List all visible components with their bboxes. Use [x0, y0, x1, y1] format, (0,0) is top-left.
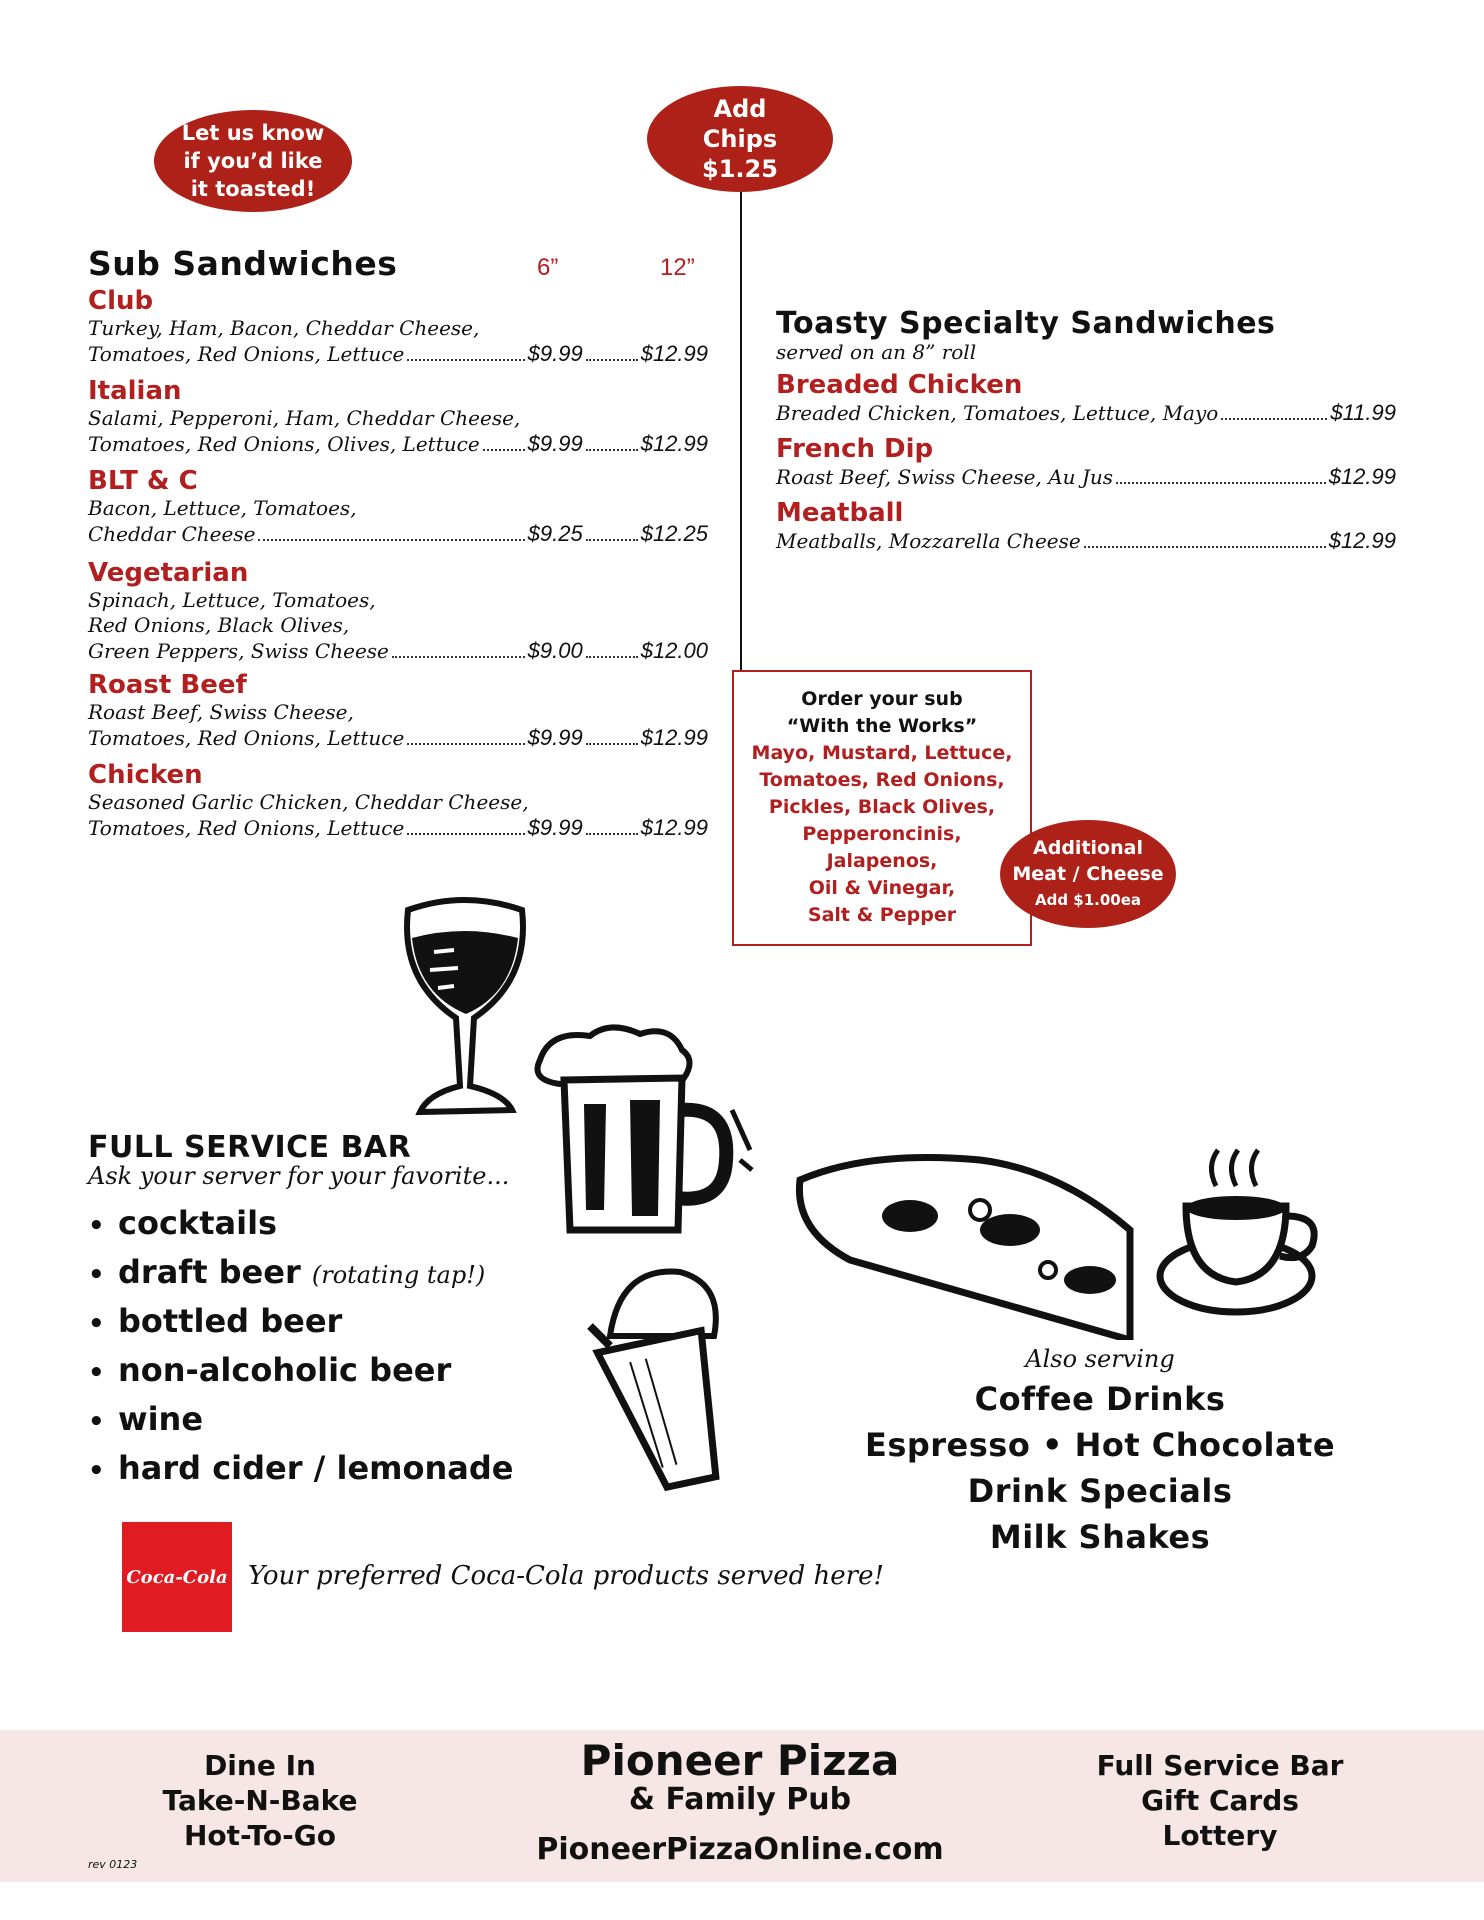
footer-left-item: Take-N-Bake	[162, 1784, 358, 1817]
coca-cola-logo-text: Coca-Cola	[126, 1566, 228, 1588]
subs-title: Sub Sandwiches	[88, 244, 398, 283]
cocktail-shaker-icon	[580, 1256, 750, 1496]
footer-right-item: Gift Cards	[1141, 1784, 1299, 1817]
sub-desc-line: Tomatoes, Red Onions, Olives, Lettuce	[88, 432, 480, 456]
sub-price-6: $9.99	[527, 341, 583, 366]
sub-item-blt	[88, 466, 708, 547]
works-item: Mayo, Mustard, Lettuce,	[751, 742, 1013, 764]
works-item: Pepperoncinis,	[802, 823, 962, 845]
sub-desc-line: Green Peppers, Swiss Cheese	[88, 639, 389, 663]
coca-cola-logo	[122, 1522, 232, 1632]
toasty-item-meatball	[776, 498, 1396, 554]
brand-subtitle: & Family Pub	[628, 1782, 852, 1817]
works-line-1: Order your sub	[801, 688, 963, 710]
sub-item-club	[88, 286, 708, 367]
sub-name: Roast Beef	[88, 670, 247, 700]
bar-item: • draft beer (rotating tap!)	[88, 1253, 486, 1291]
size-12-label: 12”	[660, 254, 695, 281]
toasty-item-french-dip	[776, 434, 1396, 490]
sub-price-12: $12.99	[640, 341, 708, 366]
additional-line-3: Add $1.00ea	[1034, 891, 1142, 909]
sub-desc-line: Turkey, Ham, Bacon, Cheddar Cheese,	[88, 316, 480, 340]
sub-desc-line: Red Onions, Black Olives,	[88, 613, 350, 637]
sub-name: Chicken	[88, 760, 203, 790]
sub-name: Vegetarian	[88, 558, 249, 588]
coke-tagline: Your preferred Coca-Cola products served here!	[248, 1561, 884, 1591]
also-intro: Also serving	[1025, 1345, 1175, 1373]
works-item: Pickles, Black Olives,	[768, 796, 996, 818]
toasty-name: Breaded Chicken	[776, 370, 1023, 400]
footer	[0, 1730, 1484, 1882]
sub-name: Club	[88, 286, 154, 316]
toasty-desc: Breaded Chicken, Tomatoes, Lettuce, Mayo	[776, 401, 1219, 425]
sub-price-12: $12.99	[640, 431, 708, 456]
works-line-2: “With the Works”	[786, 715, 978, 737]
toasty-name: Meatball	[776, 498, 904, 528]
sub-desc-line: Spinach, Lettuce, Tomatoes,	[88, 588, 376, 612]
sub-item-chicken	[88, 760, 708, 841]
sub-desc-line: Seasoned Garlic Chicken, Cheddar Cheese,	[88, 790, 529, 814]
footer-right	[1040, 1748, 1400, 1853]
also-serving	[800, 1342, 1400, 1560]
toasty-name: French Dip	[776, 434, 934, 464]
sub-item-roast-beef	[88, 670, 708, 751]
also-item: Drink Specials	[967, 1472, 1233, 1510]
toasty-desc: Roast Beef, Swiss Cheese, Au Jus	[776, 465, 1114, 489]
additional-bubble	[1000, 820, 1176, 928]
sub-desc-line: Salami, Pepperoni, Ham, Cheddar Cheese,	[88, 406, 521, 430]
website-link[interactable]: PioneerPizzaOnline.com	[536, 1832, 944, 1867]
toasty-price: $12.99	[1328, 464, 1396, 489]
sub-item-vegetarian	[88, 558, 708, 664]
also-item: Milk Shakes	[989, 1518, 1211, 1556]
bar-item: • wine	[88, 1400, 204, 1438]
sub-price-6: $9.00	[527, 638, 583, 663]
footer-center	[440, 1738, 1040, 1870]
bar-item: • cocktails	[88, 1204, 278, 1242]
revision-label: rev 0123	[88, 1858, 138, 1871]
wine-glass-icon	[394, 890, 534, 1126]
bar-item: • hard cider / lemonade	[88, 1449, 514, 1487]
bar-title: FULL SERVICE BAR	[88, 1130, 412, 1165]
toasted-line-1: Let us know	[181, 121, 325, 145]
toasty-item-breaded-chicken	[776, 370, 1396, 426]
bar-item-note: (rotating tap!)	[311, 1261, 486, 1289]
sub-price-12: $12.99	[640, 815, 708, 840]
sub-price-12: $12.99	[640, 725, 708, 750]
sub-price-6: $9.25	[527, 521, 583, 546]
sub-item-italian	[88, 376, 708, 457]
toasty-subtitle: served on an 8” roll	[776, 340, 977, 364]
toasty-price: $12.99	[1328, 528, 1396, 553]
toasted-line-2: if you’d like	[183, 149, 323, 173]
sub-desc-line: Tomatoes, Red Onions, Lettuce	[88, 816, 405, 840]
chips-bubble	[647, 86, 833, 192]
toasty-price: $11.99	[1330, 400, 1396, 425]
sub-name: BLT & C	[88, 466, 198, 496]
chips-line-1: Add	[713, 95, 767, 123]
pizza-slice-icon	[790, 1150, 1150, 1340]
toasty-desc: Meatballs, Mozzarella Cheese	[776, 529, 1081, 553]
sub-price-6: $9.99	[527, 815, 583, 840]
chips-line-2: Chips	[702, 125, 778, 153]
sub-price-12: $12.25	[640, 521, 708, 546]
toasty-title: Toasty Specialty Sandwiches	[776, 306, 1276, 341]
toasted-bubble	[154, 110, 352, 212]
footer-left	[120, 1748, 400, 1853]
sub-name: Italian	[88, 376, 182, 406]
footer-left-item: Hot-To-Go	[183, 1819, 337, 1852]
works-item: Jalapenos,	[826, 850, 938, 872]
footer-right-item: Lottery	[1162, 1819, 1278, 1852]
bar-subtitle: Ask your server for your favorite...	[88, 1162, 510, 1190]
additional-line-1: Additional	[1033, 837, 1143, 859]
coffee-cup-icon	[1146, 1136, 1326, 1326]
works-item: Tomatoes, Red Onions,	[759, 769, 1005, 791]
size-6-label: 6”	[537, 254, 559, 281]
bar-item: • bottled beer	[88, 1302, 343, 1340]
footer-right-item: Full Service Bar	[1096, 1749, 1344, 1782]
additional-line-2: Meat / Cheese	[1012, 863, 1164, 885]
works-item: Oil & Vinegar,	[808, 877, 956, 899]
chips-line-3: $1.25	[702, 155, 778, 183]
works-item: Salt & Pepper	[807, 904, 957, 926]
sub-desc-line: Tomatoes, Red Onions, Lettuce	[88, 726, 405, 750]
toasted-line-3: it toasted!	[190, 177, 316, 201]
brand-name: Pioneer Pizza	[580, 1736, 900, 1785]
sub-desc-line: Bacon, Lettuce, Tomatoes,	[88, 496, 357, 520]
sub-desc-line: Roast Beef, Swiss Cheese,	[88, 700, 354, 724]
sub-price-6: $9.99	[527, 725, 583, 750]
column-divider	[740, 192, 742, 672]
sub-desc-line: Tomatoes, Red Onions, Lettuce	[88, 342, 405, 366]
works-box	[732, 670, 1032, 946]
sub-desc-line: Cheddar Cheese	[88, 522, 256, 546]
beer-mug-icon	[520, 1020, 760, 1240]
also-item: Coffee Drinks	[974, 1380, 1226, 1418]
sub-price-6: $9.99	[527, 431, 583, 456]
also-item: Espresso • Hot Chocolate	[864, 1426, 1336, 1464]
bar-list	[88, 1200, 513, 1494]
sub-price-12: $12.00	[640, 638, 708, 663]
bar-item: • non-alcoholic beer	[88, 1351, 452, 1389]
footer-left-item: Dine In	[204, 1749, 316, 1782]
